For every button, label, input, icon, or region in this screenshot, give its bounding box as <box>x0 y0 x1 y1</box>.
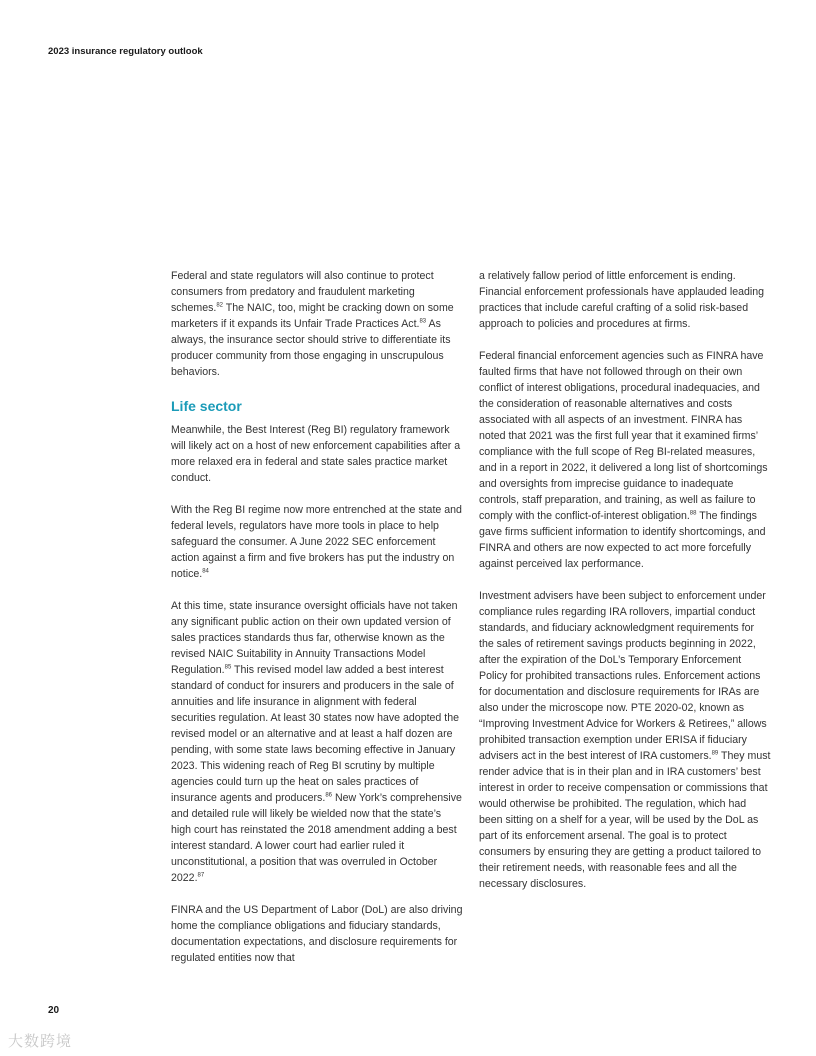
paragraph: FINRA and the US Department of Labor (DoL) are also driving home the compliance obligations and fiduciary standards, documentation expectations, and disclosure requirements for regulated entities now that <box>171 904 463 964</box>
page-number: 20 <box>48 1005 60 1016</box>
paragraph: a relatively fallow period of little enforcement is ending. Financial enforcement professionals have applauded leading practices that include careful crafting of a solid risk-based approach to policies and procedures at firms. <box>479 270 765 330</box>
footnote-ref[interactable]: 87 <box>197 872 205 879</box>
footnote-ref[interactable]: 86 <box>325 792 332 799</box>
footnote-ref[interactable]: 84 <box>202 568 209 575</box>
footnote-ref[interactable]: 88 <box>689 510 697 517</box>
footnote-ref[interactable]: 85 <box>224 664 232 671</box>
document-header: 2023 insurance regulatory outlook <box>48 46 203 57</box>
footnote-ref[interactable]: 82 <box>216 302 224 309</box>
paragraph: Meanwhile, the Best Interest (Reg BI) regulatory framework will likely act on a host of new enforcement capabilities after a more relaxed era in federal and state sales practice market conduct. <box>171 424 461 484</box>
paragraph: At this time, state insurance oversight officials have not taken any significant public action on their own updated version of sales practices standards thus far, otherwise known as the revised NAIC Suitability in Annuity Transactions Model Regulation.$^{85}$ This revised model law added a best interest standard of conduct for insurers and producers in the sale of annuities and life insurance in alignment with federal securities regulation. At least 30 states now have adopted the revised model or an alternative and at least a half dozen are pending, with some state laws becoming effective in January 2023. This widening reach of Reg BI scrutiny by multiple agencies could turn up the heat on sales practices of insurance agents and producers.$^{86}$ New York’s comprehensive and detailed rule will likely be wielded now that the state’s high court has reinstated the 2018 amendment adding a best interest standard. A lower court had earlier ruled it unconstitutional, a position that was overruled in October 2022.87 <box>171 600 462 884</box>
footnote-ref[interactable]: 89 <box>711 750 719 757</box>
paragraph: Investment advisers have been subject to enforcement under compliance rules regarding IRA rollovers, impartial conduct standards, and fiduciary acknowledgment requirements for the sales of retirement savings products beginning in 2022, after the expiration of the DoL’s Temporary Enforcement Policy for prohibited transactions rules. Enforcement actions for documentation and disclosure requirements for IRAs are also under the microscope now. PTE 2020-02, known as “Improving Investment Advice for Workers & Retirees,” allows prohibited transaction exemption under ERISA if fiduciary advisers act in the best interest of IRA customers.$^{89}$ They must render advice that is in their plan and in IRA customers’ best interest in order to receive compensation or commissions that would otherwise be prohibited. The regulation, which had been sitting on a shelf for a year, will be used by the DoL as part of its enforcement arsenal. The goal is to protect consumers by ensuring they are getting a product tailored to their retirement needs, with reasonable fees and all the necessary disclosures. <box>479 590 771 890</box>
section-heading-life-sector: Life sector <box>171 398 242 414</box>
left-column <box>171 268 463 982</box>
footnote-ref[interactable]: 83 <box>419 318 427 325</box>
right-column <box>479 268 771 908</box>
paragraph: With the Reg BI regime now more entrenched at the state and federal levels, regulators have more tools in place to help safeguard the consumer. A June 2022 SEC enforcement action against a firm and five brokers has put the industry on notice.$^{84}$ <box>171 504 462 580</box>
paragraph: Federal and state regulators will also continue to protect consumers from predatory and fraudulent marketing schemes.$^{82}$ The NAIC, too, might be cracking down on some marketers if it expands its Unfair Trade Practices Act.$^{83}$ As always, the insurance sector should strive to differentiate its producer community from those engaging in unscrupulous behaviors. <box>171 270 454 378</box>
watermark: 大数跨境 <box>8 1033 73 1050</box>
paragraph: Federal financial enforcement agencies such as FINRA have faulted firms that have not followed through on their own conflict of interest obligations, procedural inadequacies, and the consideration of reasonable alternatives and costs associated with all aspects of an investment. FINRA has noted that 2021 was the first full year that it examined firms’ compliance with the full scope of Reg BI-related measures, and in a report in 2022, it delivered a long list of shortcomings and oversights from imprecise guidance to inadequate controls, staff preparation, and training, as well as failure to comply with the conflict-of-interest obligation.$^{88}$ The findings gave firms sufficient information to identify shortcomings, and FINRA and others are now expected to act more forcefully against perceived lax performance. <box>479 350 768 570</box>
